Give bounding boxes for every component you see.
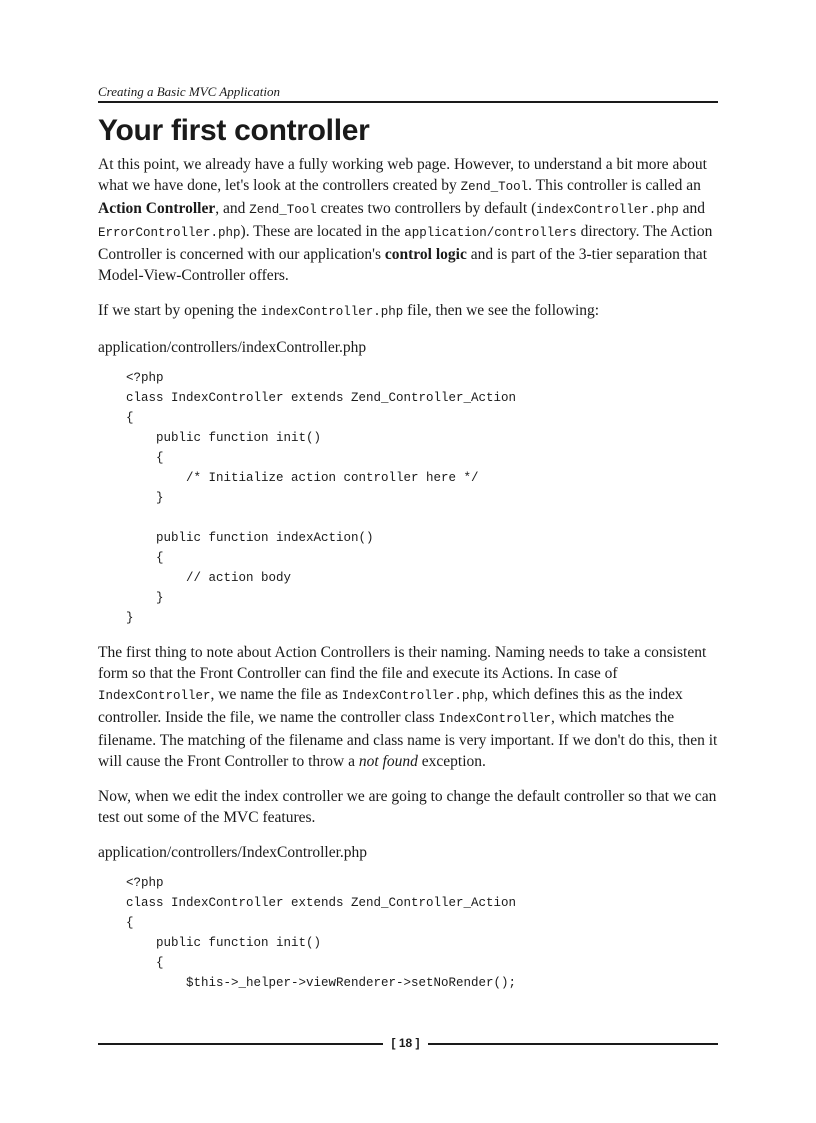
book-page — [98, 0, 718, 1123]
page-body — [98, 154, 718, 993]
inline-code: indexController.php — [536, 203, 679, 217]
header-rule — [98, 101, 718, 103]
text-run: and is part of the 3-tier separation that Model-View-Controller offers. — [98, 246, 707, 284]
text-run: If we start by opening the — [98, 302, 261, 319]
inline-code: Zend_Tool — [249, 203, 317, 217]
naming-paragraph — [98, 642, 718, 772]
text-run: creates two controllers by default ( — [316, 200, 537, 217]
inline-code: IndexController — [98, 689, 211, 703]
text-run: and — [678, 200, 706, 217]
text-run: exception. — [417, 753, 486, 770]
text-run: The first thing to note about Action Controllers is their naming. Naming needs to take a consistent form so that the Front Controller can find the file and execute its Actions. In case of — [98, 644, 707, 682]
open-file-paragraph — [98, 300, 718, 323]
inline-code: ErrorController.php — [98, 226, 241, 240]
text-run: , we name the file as — [210, 686, 342, 703]
code-filename: application/controllers/IndexController.php — [98, 844, 368, 861]
italic-term: not found — [358, 753, 418, 770]
inline-code: indexController.php — [260, 305, 404, 319]
footer-rule-left — [98, 1043, 383, 1045]
text-run: At this point, we already have a fully working web page. However, to understand a bit more about what we have done, let's look at the controllers created by — [98, 156, 707, 194]
page-number: [ 18 ] — [391, 1036, 420, 1050]
inline-code: application/controllers — [404, 226, 577, 240]
running-head: Creating a Basic MVC Application — [98, 84, 280, 99]
text-run: . This controller is called an — [528, 177, 701, 194]
inline-code: IndexController — [438, 712, 551, 726]
bold-term: control logic — [384, 246, 467, 263]
edit-paragraph: Now, when we edit the index controller we are going to change the default controller so that we can test out some of the MVC features. — [98, 788, 717, 826]
text-run: , and — [215, 200, 250, 217]
text-run: , which defines this as the index controller. Inside the file, we name the controller class — [98, 686, 683, 726]
page-footer — [98, 1034, 718, 1052]
intro-paragraph — [98, 154, 718, 286]
section-title: Your first controller — [98, 114, 370, 147]
text-run: file, then we see the following: — [403, 302, 600, 319]
inline-code: Zend_Tool — [460, 180, 529, 194]
code-listing: <?php class IndexController extends Zend_Controller_Action { public function init() { $this->_helper->viewRenderer->setNoRender(); — [126, 876, 517, 990]
text-run: , which matches the filename. The matching of the filename and class name is very important. If we don't do this, then it will cause the Front Controller to throw a — [98, 709, 718, 770]
text-run: directory. The Action Controller is concerned with our application's — [98, 223, 713, 263]
code-filename: application/controllers/indexController.php — [98, 339, 367, 356]
footer-rule-right — [428, 1043, 718, 1045]
text-run: ). These are located in the — [240, 223, 405, 240]
bold-term: Action Controller — [98, 200, 216, 217]
inline-code: IndexController.php — [341, 689, 485, 703]
code-listing: <?php class IndexController extends Zend_Controller_Action { public function init() { /* Initialize action controller here */ } public function indexAction() { // action body } } — [126, 371, 517, 625]
